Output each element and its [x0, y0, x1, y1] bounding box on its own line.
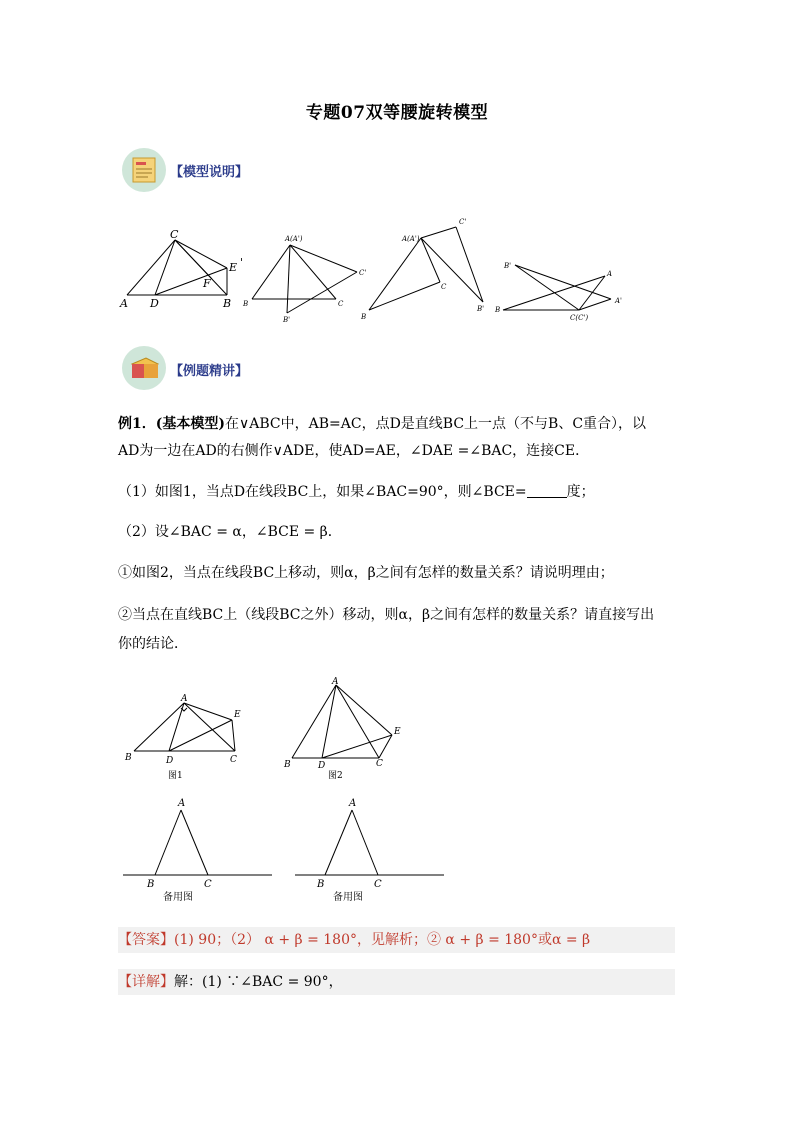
- detail-bar: [118, 969, 675, 995]
- label-A: A: [120, 297, 128, 310]
- label-B1: B': [504, 262, 512, 270]
- question-2a: ①如图2，当点在线段BC上移动，则α，β之间有怎样的数量关系？请说明理由；: [118, 565, 614, 581]
- example-figures: [118, 672, 458, 907]
- label-C-C1: C(C'): [570, 314, 589, 322]
- fig1-label-A: A: [181, 694, 188, 704]
- label-A: A: [607, 270, 613, 278]
- label-B: B: [361, 313, 367, 321]
- answer-tag: 【答案】: [118, 932, 174, 948]
- fig1-label-E: E: [234, 710, 241, 720]
- example-icon: [122, 346, 166, 390]
- example-lead: 例1．(基本模型): [118, 416, 225, 432]
- fig1-label-D: D: [166, 756, 174, 766]
- label-D: D: [150, 297, 159, 310]
- fig2-caption: 图2: [328, 771, 343, 781]
- spare2-label-A: A: [349, 798, 357, 809]
- model-fig-4: [503, 265, 611, 310]
- label-C: C: [441, 283, 447, 291]
- label-C1: C': [459, 218, 467, 226]
- model-fig-1: [127, 240, 227, 295]
- fig2-label-A: A: [332, 677, 339, 687]
- section-label-model: 【模型说明】: [170, 165, 249, 180]
- page-title: 专题07双等腰旋转模型: [305, 103, 489, 123]
- figure-1: [134, 703, 235, 751]
- section-label-example: 【例题精讲】: [170, 364, 249, 379]
- document-icon: [122, 148, 166, 192]
- example-intro-text: 在∨ABC中，AB=AC，点D是直线BC上一点（不与B、C重合），以: [225, 416, 647, 432]
- model-note-icon: [122, 148, 166, 192]
- label-E: E: [229, 261, 238, 274]
- label-C1: C': [359, 269, 367, 277]
- fig2-label-E: E: [394, 727, 401, 737]
- label-A-A1: A(A'): [402, 235, 420, 243]
- fig2-label-C: C: [376, 759, 383, 769]
- fig1-label-B: B: [125, 753, 132, 763]
- model-fig-3: [369, 227, 483, 310]
- spare1-label-B: B: [147, 879, 155, 890]
- spare2-label-B: B: [317, 879, 325, 890]
- spare1-label-A: A: [178, 798, 186, 809]
- model-figures: [115, 210, 635, 325]
- spare2-label-C: C: [374, 879, 382, 890]
- spare1-caption: 备用图: [163, 892, 193, 903]
- label-C: C: [338, 300, 344, 308]
- label-B: B: [243, 300, 249, 308]
- spare2-caption: 备用图: [333, 892, 363, 903]
- label-prime: ': [240, 256, 244, 269]
- label-B1: B': [477, 305, 485, 313]
- question-2b-line1: ②当点在直线BC上（线段BC之外）移动，则α，β之间有怎样的数量关系？请直接写出: [118, 607, 655, 623]
- fig1-label-C: C: [230, 755, 237, 765]
- answer-blank[interactable]: [527, 483, 567, 498]
- question-2b-line2: 你的结论．: [118, 636, 188, 652]
- spare1-label-C: C: [204, 879, 212, 890]
- label-A-A1: A(A'): [285, 235, 303, 243]
- label-F: F: [203, 277, 211, 290]
- question-1: [118, 482, 595, 502]
- example-intro-line2: AD为一边在AD的右侧作∨ADE，使AD=AE，∠DAE =∠BAC，连接CE．: [118, 443, 590, 459]
- fig1-caption: 图1: [168, 771, 183, 781]
- example-intro-line1: [118, 414, 646, 434]
- detail-text: 解：(1) ∵∠BAC = 90°，: [174, 974, 343, 990]
- label-C: C: [170, 228, 179, 241]
- answer-text: (1) 90；（2） α + β = 180°，见解析；② α + β = 180°或α = β: [174, 932, 591, 948]
- fig2-label-D: D: [318, 761, 326, 771]
- label-A1: A': [615, 297, 622, 305]
- question-2: （2）设∠BAC = α，∠BCE = β．: [118, 524, 342, 540]
- label-B1: B': [283, 316, 291, 324]
- answer-bar: [118, 927, 675, 953]
- label-B: B: [495, 306, 501, 314]
- question-1-text: （1）如图1，当点D在线段BC上，如果∠BAC=90°，则∠BCE=: [118, 484, 527, 500]
- fig2-label-B: B: [284, 760, 291, 770]
- question-1-after: 度；: [566, 484, 595, 500]
- spare-figure-1: [123, 810, 272, 875]
- book-icon: [122, 346, 166, 390]
- spare-figure-2: [295, 810, 444, 875]
- figure-2: [292, 685, 392, 758]
- detail-tag: 【详解】: [118, 974, 174, 990]
- label-B: B: [223, 297, 232, 310]
